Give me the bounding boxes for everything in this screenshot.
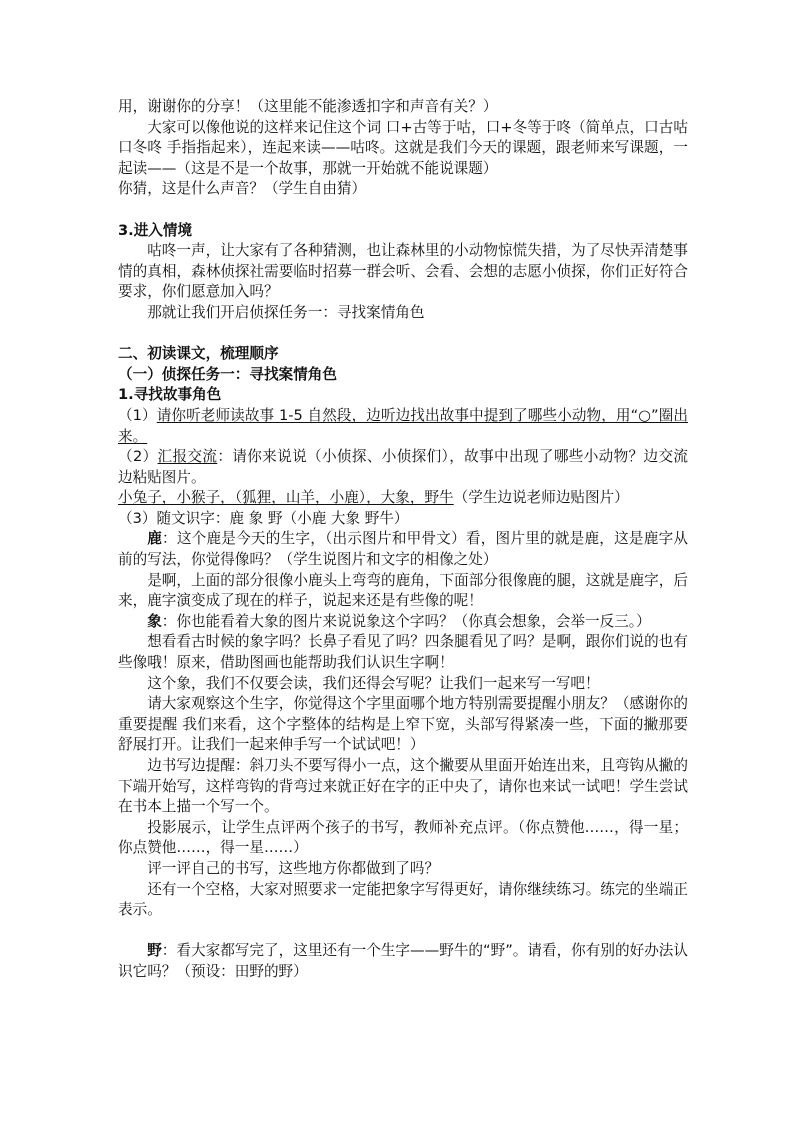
- subsection-heading: 1.寻找故事角色: [118, 386, 222, 404]
- document-page: [118, 97, 688, 983]
- character-label: 鹿: [147, 530, 163, 548]
- paragraph: 想看看古时候的象字吗？长鼻子看见了吗？四条腿看见了吗？是啊，跟你们说的也有些像哦！原来，借助图画也能帮助我们认识生字啊！: [118, 633, 688, 672]
- paragraph: 咕咚一声，让大家有了各种猜测，也让森林里的小动物惊慌失措，为了尽快弄清楚事情的真相，森林侦探社需要临时招募一群会听、会看、会想的志愿小侦探，你们正好符合要求，你们愿意加入吗？: [118, 242, 688, 301]
- section-heading: 3.进入情境: [118, 221, 193, 239]
- paragraph: 边书写边提醒：斜刀头不要写得小一点，这个撇要从里面开始连出来，且弯钩从撇的下端开始写，这样弯钩的背弯过来就正好在字的正中央了，请你也来试一试吧！学生尝试在书本上描一个写一个。: [118, 757, 688, 816]
- paragraph: 那就让我们开启侦探任务一：寻找案情角色: [147, 303, 425, 321]
- paragraph: 投影展示，让学生点评两个孩子的书写，教师补充点评。（你点赞他……，得一星；你点赞他……，得一星……）: [118, 818, 688, 857]
- paragraph-ye: [118, 941, 688, 982]
- animal-note: （学生边说老师边贴图片）: [453, 489, 629, 507]
- paragraph: 用，谢谢你的分享！（这里能不能渗透扣字和声音有关？）: [118, 98, 498, 115]
- paragraph: 是啊，上面的部分很像小鹿头上弯弯的鹿角，下面部分很像鹿的腿，这就是鹿字，后来，鹿字演变成了现在的样子，说起来还是有些像的呢！: [118, 571, 688, 610]
- paragraph-xiang: [118, 612, 688, 633]
- step-number: （1）: [118, 406, 157, 424]
- paragraph: 请大家观察这个生字，你觉得这个字里面哪个地方特别需要提醒小朋友？（感谢你的重要提醒 我们来看，这个字整体的结构是上窄下宽，头部写得紧凑一些，下面的撇那要舒展打开。让我们一起来伸手写一个试试吧！）: [118, 695, 688, 754]
- animal-list: [118, 488, 688, 509]
- blank-line: [118, 324, 688, 345]
- step-text: 请你听老师读故事 1-5 自然段，边听边找出故事中提到了哪些小动物，用“○”圈出来。: [118, 406, 688, 445]
- step-text: ：请你来说说（小侦探、小侦探们），故事中出现了哪些小动物？边交流边粘贴图片。: [118, 448, 688, 486]
- step-3: （3）随文识字：鹿 象 野（小鹿 大象 野牛）: [118, 509, 409, 527]
- animal-names: 小兔子，小猴子，（狐狸，山羊，小鹿），大象，野牛: [118, 489, 454, 507]
- blank-line: [118, 200, 688, 221]
- paragraph-text: ：这个鹿是今天的生字，（出示图片和甲骨文）看，图片里的就是鹿，这是鹿字从前的写法，你觉得像吗？（学生说图片和文字的相像之处）: [118, 530, 688, 569]
- paragraph-text: ：你也能看着大象的图片来说说象这个字吗？（你真会想象，会举一反三。）: [161, 612, 651, 630]
- section-heading: 二、初读课文，梳理顺序: [118, 345, 279, 363]
- subsection-heading: （一）侦探任务一：寻找案情角色: [118, 365, 337, 383]
- paragraph-lu: [118, 529, 688, 570]
- step-1: [118, 406, 688, 447]
- step-label: 汇报交流: [157, 448, 218, 466]
- step-2: [118, 447, 688, 488]
- paragraph: 这个象，我们不仅要会读，我们还得会写呢？让我们一起来写一写吧！: [147, 674, 600, 692]
- paragraph: 大家可以像他说的这样来记住这个词 口+古等于咕，口+冬等于咚（简单点，口古咕 口冬咚 手指指起来），连起来读——咕咚。这就是我们今天的课题，跟老师来写课题，一起读——（这是不是一个故事，那就一开始就不能说课题）: [118, 118, 688, 177]
- paragraph: 还有一个空格，大家对照要求一定能把象字写得更好，请你继续练习。练完的坐端正表示。: [118, 880, 688, 919]
- character-label: 象: [147, 612, 162, 630]
- paragraph: 评一评自己的书写，这些地方你都做到了吗？: [147, 859, 440, 877]
- paragraph-text: ：看大家都写完了，这里还有一个生字——野牛的“野”。请看，你有别的好办法认识它吗？（预设：田野的野）: [118, 942, 688, 980]
- paragraph: 你猜，这是什么声音？（学生自由猜）: [118, 180, 367, 198]
- character-label: 野: [147, 942, 162, 960]
- blank-line: [118, 921, 688, 942]
- step-number: （2）: [118, 448, 158, 466]
